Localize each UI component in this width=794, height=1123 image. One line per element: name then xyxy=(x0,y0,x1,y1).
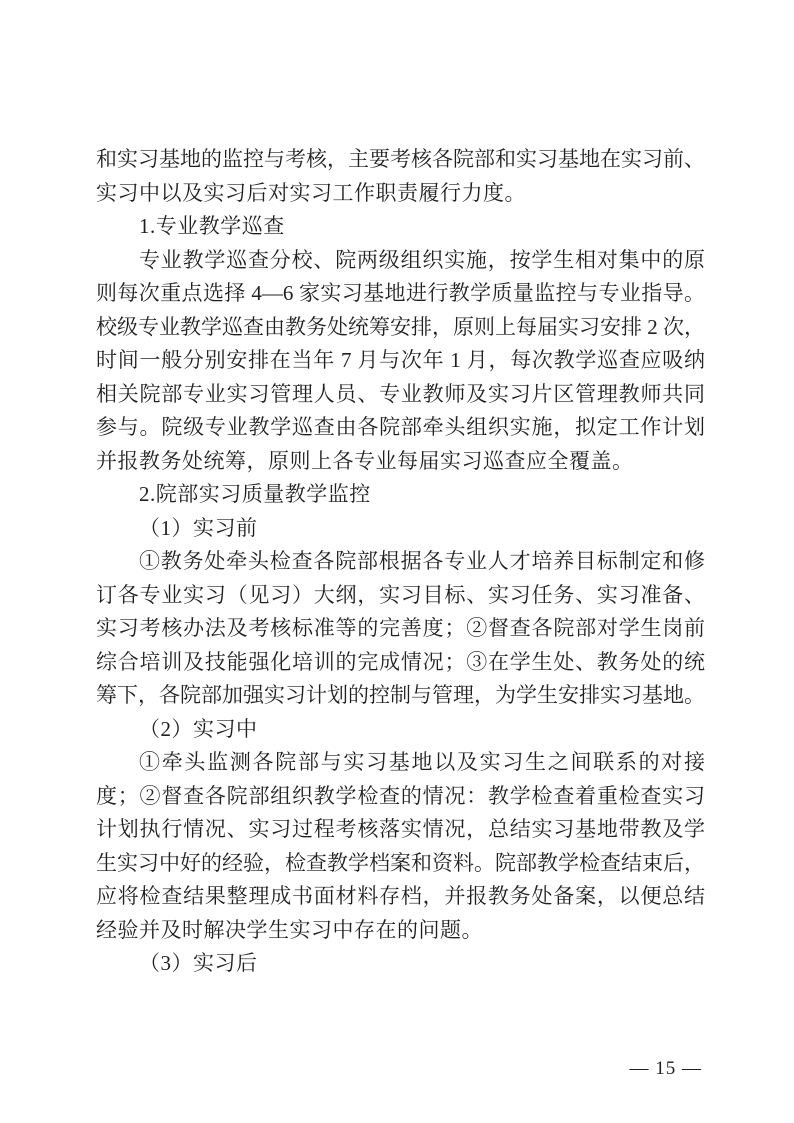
text-line: 经验并及时解决学生实习中存在的问题。 xyxy=(96,917,483,942)
text-line: 和实习基地的监控与考核，主要考核各院部和实习基地在实习前、 xyxy=(96,147,705,171)
text-line: 实习考核办法及考核标准等的完善度；②督查各院部对学生岗前 xyxy=(96,616,705,640)
text-line: 度；②督查各院部组织教学检查的情况：教学检查着重检查实习 xyxy=(96,783,705,808)
text-line: 相关院部专业实习管理人员、专业教师及实习片区管理教师共同 xyxy=(96,381,705,406)
text-line: 筹下，各院部加强实习计划的控制与管理，为学生安排实习基地。 xyxy=(96,683,705,707)
section-heading: 2.院部实习质量教学监控 xyxy=(139,482,371,506)
text-line: 实习中以及实习后对实习工作职责履行力度。 xyxy=(96,180,526,205)
text-line: ①教务处牵头检查各院部根据各专业人才培养目标制定和修 xyxy=(139,549,705,573)
page-number: — 15 — xyxy=(629,1058,702,1079)
text-line: 专业教学巡查分校、院两级组织实施，按学生相对集中的原 xyxy=(139,247,705,272)
document-body xyxy=(96,143,705,981)
text-line: 生实习中好的经验，检查教学档案和资料。院部教学检查结束后， xyxy=(96,850,705,875)
sub-heading: （1）实习前 xyxy=(139,515,258,540)
section-heading: 1.专业教学巡查 xyxy=(139,214,285,238)
text-line: 时间一般分别安排在当年 7 月与次年 1 月，每次教学巡查应吸纳 xyxy=(96,348,705,372)
text-line: 综合培训及技能强化培训的完成情况；③在学生处、教务处的统 xyxy=(96,649,705,674)
text-line: 订各专业实习（见习）大纲，实习目标、实习任务、实习准备、 xyxy=(96,582,705,607)
text-line: ①牵头监测各院部与实习基地以及实习生之间联系的对接 xyxy=(139,750,705,774)
text-line: 校级专业教学巡查由教务处统筹安排，原则上每届实习安排 2 次， xyxy=(96,314,705,339)
text-line: 计划执行情况、实习过程考核落实情况，总结实习基地带教及学 xyxy=(96,817,705,841)
page-footer xyxy=(502,1058,702,1080)
text-line: 则每次重点选择 4—6 家实习基地进行教学质量监控与专业指导。 xyxy=(96,281,705,305)
text-line: 应将检查结果整理成书面材料存档，并报教务处备案，以便总结 xyxy=(96,884,705,908)
text-line: 并报教务处统筹，原则上各专业每届实习巡查应全覆盖。 xyxy=(96,448,634,473)
sub-heading: （3）实习后 xyxy=(139,951,258,975)
text-line: 参与。院级专业教学巡查由各院部牵头组织实施，拟定工作计划 xyxy=(96,415,705,439)
sub-heading: （2）实习中 xyxy=(139,716,258,741)
